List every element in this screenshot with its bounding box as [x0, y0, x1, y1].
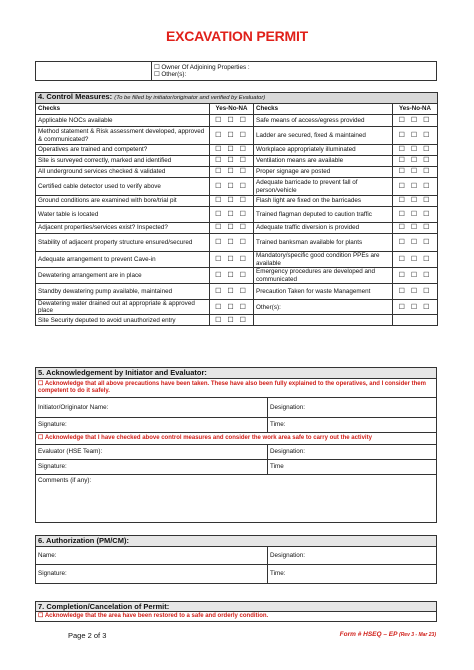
check-item-left: Water table is located [36, 207, 210, 223]
yes-no-na-checkboxes-left[interactable]: ☐ ☐ ☐ [210, 234, 254, 252]
section-5-title: 5. Acknowledgement by Initiator and Evaluator: [36, 368, 437, 379]
section-4-subtitle: (To be filled by initiator/originator and verified by Evaluator) [114, 95, 266, 102]
yes-no-na-checkboxes-right[interactable]: ☐ ☐ ☐ [393, 156, 438, 167]
check-item-left: Dewatering arrangement are in place [36, 268, 210, 284]
adjoining-properties-option[interactable]: ☐ Owner Of Adjoining Properties : [154, 63, 250, 71]
checks-column-header-right: Checks [254, 104, 393, 115]
yes-no-na-checkboxes-right[interactable]: ☐ ☐ ☐ [393, 127, 438, 145]
yes-no-na-checkboxes-left[interactable]: ☐ ☐ ☐ [210, 207, 254, 223]
section-6-title: 6. Authorization (PM/CM): [36, 536, 437, 547]
yes-no-na-checkboxes-right[interactable]: ☐ ☐ ☐ [393, 196, 438, 207]
check-item-right: Adequate traffic diversion is provided [254, 223, 393, 234]
check-item-right: Ladder are secured, fixed & maintained [254, 127, 393, 145]
form-id: Form # HSEQ – EP [339, 631, 398, 638]
yes-no-na-checkboxes-left[interactable]: ☐ ☐ ☐ [210, 145, 254, 156]
check-item-left: Ground conditions are examined with bore/trial pit [36, 196, 210, 207]
check-item-left: Method statement & Risk assessment developed, approved & communicated? [36, 127, 210, 145]
yes-no-na-checkboxes-left[interactable]: ☐ ☐ ☐ [210, 178, 254, 196]
comments-field[interactable]: Comments (if any): [36, 475, 437, 523]
yes-no-na-checkboxes-right[interactable]: ☐ ☐ ☐ [393, 207, 438, 223]
control-measure-row [36, 234, 438, 252]
yes-no-na-checkboxes-right[interactable]: ☐ ☐ ☐ [393, 252, 438, 268]
check-item-left: Operatives are trained and competent? [36, 145, 210, 156]
check-item-right: Proper signage are posted [254, 167, 393, 178]
yes-no-na-checkboxes-left[interactable]: ☐ ☐ ☐ [210, 167, 254, 178]
page-number: Page 2 of 3 [68, 631, 107, 640]
yes-no-na-checkboxes-left[interactable]: ☐ ☐ ☐ [210, 156, 254, 167]
authorization-time-field[interactable]: Time: [268, 565, 437, 584]
yes-no-na-checkboxes-right[interactable]: ☐ ☐ ☐ [393, 167, 438, 178]
control-measure-row [36, 223, 438, 234]
checks-column-header: Checks [36, 104, 210, 115]
yes-no-na-checkboxes-left[interactable]: ☐ ☐ ☐ [210, 223, 254, 234]
authorization-table [35, 535, 437, 584]
control-measure-row [36, 167, 438, 178]
evaluator-time-field[interactable]: Time [268, 460, 437, 475]
initiator-designation-field[interactable]: Designation: [268, 398, 437, 418]
control-measure-row [36, 315, 438, 326]
check-item-right: Adequate barricade to prevent fall of person/vehicle [254, 178, 393, 196]
yes-no-na-checkboxes-left[interactable]: ☐ ☐ ☐ [210, 127, 254, 145]
check-item-right [254, 315, 393, 326]
acknowledge-checked-checkbox[interactable]: ☐ Acknowledge that I have checked above control measures and consider the work area safe to carry out the activity [36, 433, 437, 445]
yes-no-na-checkboxes-right [393, 315, 438, 326]
yes-no-na-checkboxes-right[interactable]: ☐ ☐ ☐ [393, 223, 438, 234]
control-measure-row [36, 127, 438, 145]
control-measure-row [36, 196, 438, 207]
document-title: EXCAVATION PERMIT [165, 28, 309, 44]
section-4-title: 4. Control Measures: [38, 92, 113, 102]
control-measure-row [36, 156, 438, 167]
check-item-right: Mandatory/specific good condition PPEs are available [254, 252, 393, 268]
yes-no-na-checkboxes-left[interactable]: ☐ ☐ ☐ [210, 196, 254, 207]
acknowledge-precautions-checkbox[interactable]: ☐ Acknowledge that all above precautions have been taken. These have also been fully explained to the operatives, and I consider them competent to do it safely. [36, 379, 437, 398]
yes-no-na-checkboxes-right[interactable]: ☐ ☐ ☐ [393, 268, 438, 284]
completion-table [35, 601, 437, 622]
yes-no-na-checkboxes-right[interactable]: ☐ ☐ ☐ [393, 300, 438, 315]
check-item-left: Standby dewatering pump available, maintained [36, 284, 210, 300]
authorization-name-field[interactable]: Name: [36, 547, 268, 565]
yes-no-na-checkboxes-left[interactable]: ☐ ☐ ☐ [210, 284, 254, 300]
yes-no-na-column-header-right: Yes-No-NA [393, 104, 438, 115]
initiator-time-field[interactable]: Time: [268, 418, 437, 433]
form-revision: (Rev 3 - Mar 23) [399, 632, 436, 638]
acknowledgement-table [35, 367, 437, 523]
control-measure-row [36, 145, 438, 156]
check-item-left: Applicable NOCs available [36, 115, 210, 127]
check-item-right: Precaution Taken for waste Management [254, 284, 393, 300]
yes-no-na-checkboxes-left[interactable]: ☐ ☐ ☐ [210, 315, 254, 326]
authorization-designation-field[interactable]: Designation: [268, 547, 437, 565]
control-measure-row [36, 207, 438, 223]
section-4-header [36, 93, 438, 104]
yes-no-na-checkboxes-right[interactable]: ☐ ☐ ☐ [393, 145, 438, 156]
yes-no-na-column-header: Yes-No-NA [210, 104, 254, 115]
check-item-left: Site is surveyed correctly, marked and identified [36, 156, 210, 167]
check-item-left: Site Security deputed to avoid unauthorized entry [36, 315, 210, 326]
others-option[interactable]: ☐ Other(s): [154, 71, 187, 78]
yes-no-na-checkboxes-left[interactable]: ☐ ☐ ☐ [210, 115, 254, 127]
check-item-left: Dewatering water drained out at appropriate & approved place [36, 300, 210, 315]
adjoining-blank-cell [36, 62, 152, 81]
evaluator-signature-field[interactable]: Signature: [36, 460, 268, 475]
adjoining-table [35, 61, 437, 81]
check-item-left: Certified cable detector used to verify above [36, 178, 210, 196]
yes-no-na-checkboxes-left[interactable]: ☐ ☐ ☐ [210, 252, 254, 268]
check-item-right: Trained flagman deputed to caution traffic [254, 207, 393, 223]
check-item-right: Workplace appropriately illuminated [254, 145, 393, 156]
evaluator-designation-field[interactable]: Designation: [268, 445, 437, 460]
check-item-right: Ventilation means are available [254, 156, 393, 167]
initiator-name-field[interactable]: Initiator/Originator Name: [36, 398, 268, 418]
yes-no-na-checkboxes-right[interactable]: ☐ ☐ ☐ [393, 234, 438, 252]
check-item-left: Adjacent properties/services exist? Inspected? [36, 223, 210, 234]
check-item-left: Stability of adjacent property structure ensured/secured [36, 234, 210, 252]
acknowledge-restored-checkbox[interactable]: ☐ Acknowledge that the area have been restored to a safe and orderly condition. [36, 612, 437, 622]
yes-no-na-checkboxes-left[interactable]: ☐ ☐ ☐ [210, 268, 254, 284]
control-measure-row [36, 115, 438, 127]
control-measure-row [36, 268, 438, 284]
section-7-title: 7. Completion/Cancelation of Permit: [36, 602, 437, 612]
authorization-signature-field[interactable]: Signature: [36, 565, 268, 584]
control-measure-row [36, 252, 438, 268]
yes-no-na-checkboxes-right[interactable]: ☐ ☐ ☐ [393, 178, 438, 196]
control-measure-row [36, 178, 438, 196]
check-item-right: Safe means of access/egress provided [254, 115, 393, 127]
control-measure-row [36, 300, 438, 315]
check-item-right: Trained banksman available for plants [254, 234, 393, 252]
check-item-right: Other(s): [254, 300, 393, 315]
yes-no-na-checkboxes-left[interactable]: ☐ ☐ ☐ [210, 300, 254, 315]
initiator-signature-field[interactable]: Signature: [36, 418, 268, 433]
control-measures-table [35, 92, 438, 326]
check-item-right: Emergency procedures are developed and communicated [254, 268, 393, 284]
yes-no-na-checkboxes-right[interactable]: ☐ ☐ ☐ [393, 115, 438, 127]
check-item-right: Flash light are fixed on the barricades [254, 196, 393, 207]
check-item-left: All underground services checked & validated [36, 167, 210, 178]
form-number [340, 631, 436, 638]
control-measure-row [36, 284, 438, 300]
yes-no-na-checkboxes-right[interactable]: ☐ ☐ ☐ [393, 284, 438, 300]
check-item-left: Adequate arrangement to prevent Cave-in [36, 252, 210, 268]
evaluator-field[interactable]: Evaluator (HSE Team): [36, 445, 268, 460]
